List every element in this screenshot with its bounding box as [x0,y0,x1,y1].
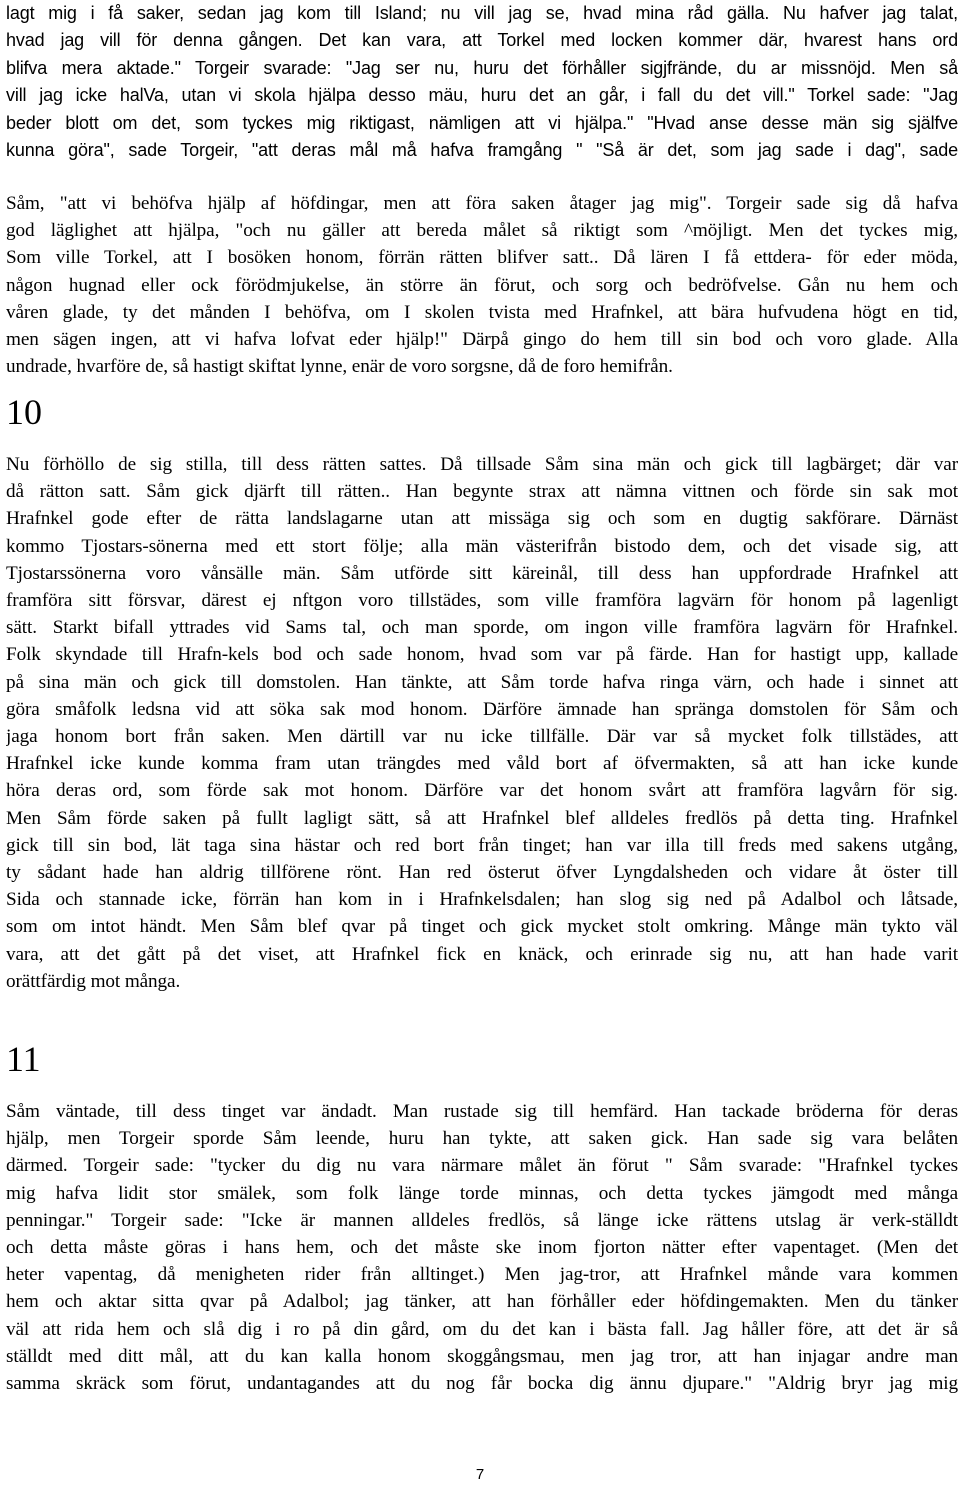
text-line: då rätton satt. Såm gick djärft till rätten.. Han begynte strax att nämna vittnen och förde sin sak mot [6,481,958,503]
text-line: därmed. Torgeir sade: "tycker du dig nu vara närmare målet än förut " Såm svarade: "Hrafnkel tyckes [6,1155,958,1177]
text-line: höra deras ord, som förde sak mot honom. Därföre var det honom svårt att framföra lagvårn för sig. [6,780,958,802]
chapter-heading-11: 11 [6,1039,41,1079]
text-line: god läglighet att hjälpa, "och nu gäller att bereda målet så riktigt som ^möjligt. Men det tyckes mig, [6,220,958,242]
text-block-intro-sans [6,0,958,164]
text-block-intro-serif [6,190,958,380]
page-number: 7 [475,1466,485,1483]
text-line: mig hafva lidit stor smälek, som folk länge torde minnas, och detta tyckes jämgodt med många [6,1182,958,1204]
text-line: hem och aktar sitta qvar på Adalbol; jag tänker, att han förhåller eder höfdingemakten. Men du tänker [6,1291,958,1313]
text-line: ty sådant hade han aldrig tillförene rönt. Han red österut öfver Lyngdalsheden och vidare åt öster till [6,862,958,884]
text-line: Såm väntade, till dess tinget var ändadt. Man rustade sig till hemfärd. Han tackade bröderna för deras [6,1101,958,1122]
text-line: Sida och stannade icke, förrän han kom in i Hrafnkelsdalen; han slog sig ned på Adalbol och låtsade, [6,889,958,911]
text-line: framföra sitt försvar, därest ej nftgon voro tillstädes, som ville framföra lagvärn för honom på lagenligt [6,590,958,612]
text-line: jaga honom bort från saken. Men därtill var nu icke tillfälle. Där var så mycket folk tillstädes, att [6,726,958,748]
text-line: Tjostarssönerna voro vånsälle män. Såm utförde sitt käreinål, till dess han uppfordrade Hrafnkel att [6,562,958,584]
text-line: vill jag icke halVa, utan vi skola hjälpa desso mäu, huru det an går, i fall du det vill." Torkel sade: "Jag [6,85,958,106]
text-line: ställdt med ditt mål, att du kan kalla honom skoggångsmau, men jag tror, att han injagar andre man [6,1345,958,1367]
text-line: och detta måste göras i hans hem, och det måste ske inom fjorton nätter efter vapentaget. (Men det [6,1237,958,1259]
text-line: beder blott om det, som tyckes mig riktigast, nämligen att vi hjälpa." "Hvad anse desse män sig själfve [6,112,958,133]
text-line: någon hugnad eller ock förödmjukelse, än större än förut, och sorg och bedröfvelse. Gån nu hem och [6,274,958,296]
text-line: Hrafnkel gode efter de rätta landslagarne utan att missäga sig och som en dugtig sakförare. Därnäst [6,508,958,530]
text-line: hjälp, men Torgeir sporde Såm leende, huru han tykte, att saken gick. Han sade sig vara belåten [6,1128,958,1150]
text-line: kommo Tjostars-sönerna med ett stort följe; alla män västerifrån bistodo dem, och det visade sig, att [6,535,958,557]
text-line: sätt. Starkt bifall yttrades vid Sams tal, och man sporde, om ingon ville framföra lagvärn för Hrafnkel. [6,617,958,639]
text-line: orättfärdig mot många. [6,970,181,992]
text-line: väl att rida hem och slå dig i ro på din gård, om du det kan i bästa fall. Jag håller före, att det är så [6,1318,958,1340]
text-line: som om intot händt. Men Såm blef qvar på tinget och gick mycket stolt omkring. Månge män tykto väl [6,916,958,938]
text-line: göra småfolk ledsna vid att söka sak mod honom. Därföre ämnade han spränga domstolen för Såm och [6,698,958,720]
text-line: hvad jag vill för denna gången. Det kan vara, att Torkel med locken kommer där, hvarest hans ord [6,30,958,51]
text-line: vara, att det gått på det viset, att Hrafnkel fick en knäck, och erinrade sig nu, att han hade varit [6,943,958,965]
text-line: men sägen ingen, att vi hafva lofvat eder hjälp!" Därpå gingo do hem till sin bod och voro glade. Alla [6,329,958,351]
chapter-10-body [6,451,958,995]
text-line: Folk skyndade till Hrafn-kels bod och sade honom, hvad som var på färde. Han for hastigt upp, kallade [6,644,958,666]
text-line: Men Såm förde saken på fullt lagligt sätt, så att Hrafnkel blef alldeles fredlös på detta ting. Hrafnkel [6,807,958,829]
text-line: penningar." Torgeir sadе: "Icke är mannen alldeles fredlös, så länge icke rättens utslag är verk-ställdt [6,1209,958,1231]
text-line: blifva mera aktade." Torgeir svarade: "Jag ser nu, huru det förhåller sigjfrände, du ar missnöjd. Men så [6,57,958,78]
text-line: lagt mig i få saker, sedan jag kom till Island; nu vill jag se, hvad mina råd gälla. Nu hafver jag talat, [6,3,958,23]
text-line: Hrafnkel icke kunde komma fram utan trängdes med våld bort af öfvermakten, så att han icke kunde [6,753,958,775]
text-line: samma skräck som förut, undantagandes att du nog får bocka dig ännu djupare." "Aldrig bryr jag mig [6,1373,958,1395]
text-line: Som ville Torkel, att I bosöken honom, förrän rätten blifver satt.. Då lären I få ettdera- för eder möda, [6,247,958,269]
chapter-heading-10: 10 [6,392,42,432]
chapter-11-body [6,1098,958,1397]
text-line: kunna göra", sade Torgeir, "att deras mål må hafva framgång " "Så är det, som jag sade i dag", sade [6,140,958,161]
text-line: heter vapentag, då menigheten rider från alltinget.) Men jag-tror, att Hrafnkel månde vara kommen [6,1264,958,1286]
text-line: våren glade, ty det månden I behöfva, om I skolen tvista med Hrafnkel, att bära hufvudena högt en tid, [6,301,958,323]
text-line: undrade, hvarföre de, så hastigt skiftat lynne, enär de voro sorgsne, då de foro hemifrån. [6,356,673,378]
text-line: på sina män och gick till domstolen. Han tänkte, att Såm torde hafva ringa värn, och hade i sinnet att [6,671,958,693]
text-line: Såm, "att vi behöfva hjälp af höfdingar, men att föra saken åtager jag mig". Torgeir sade sig då hafva [6,193,958,214]
text-line: gick till sin bod, lät taga sina hästar och red bort från tinget; han var illa till freds med sakens utgång, [6,834,958,856]
text-line: Nu förhöllo de sig stilla, till dess rätten sattes. Då tillsade Såm sina män och gick till lagbärget; där var [6,454,958,475]
